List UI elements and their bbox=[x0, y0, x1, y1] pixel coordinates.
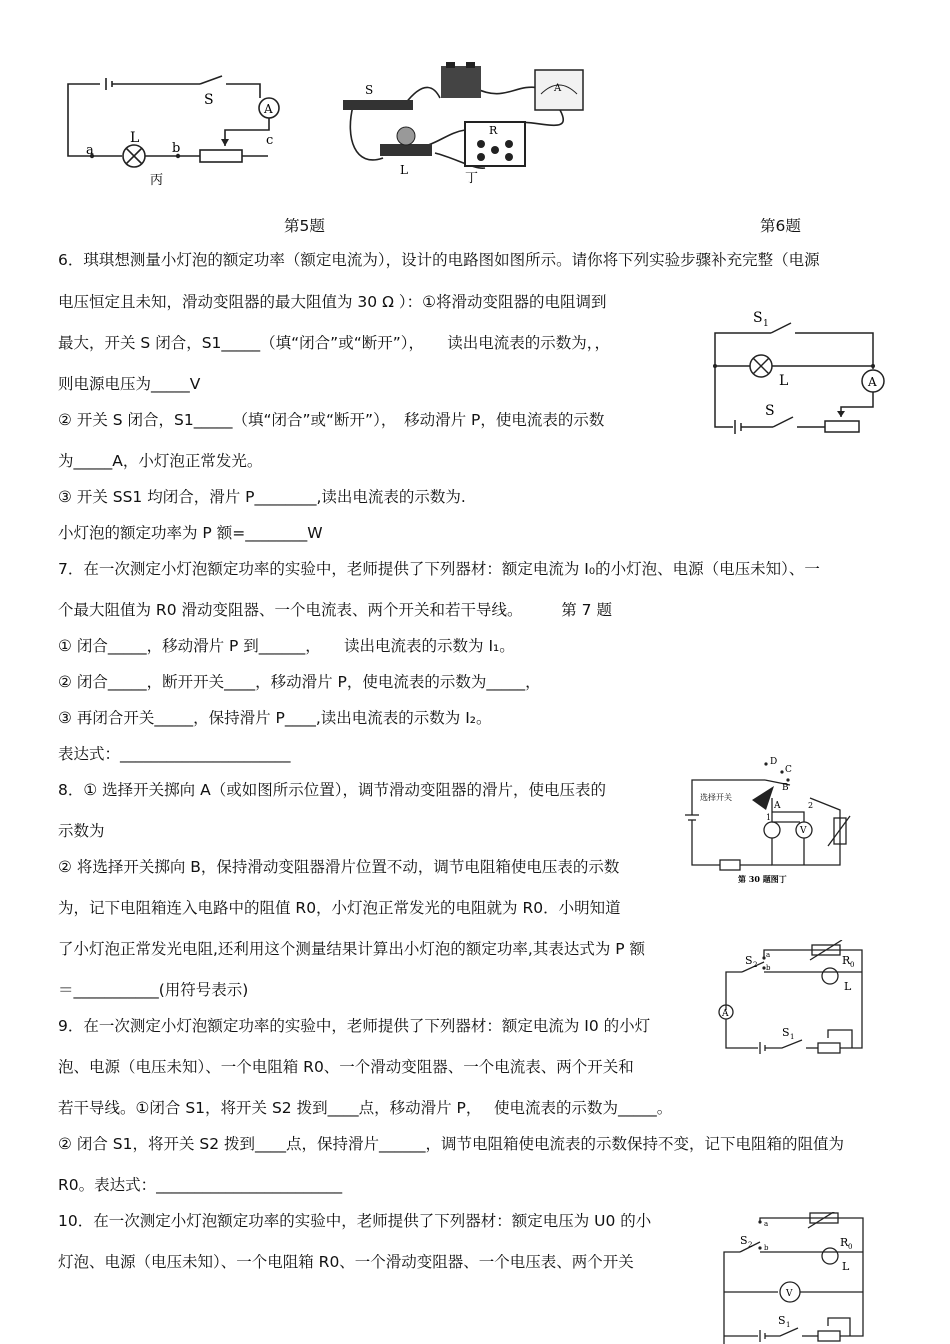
figq6-s1-sub: 1 bbox=[763, 319, 769, 329]
fig6-switch-label: S bbox=[365, 83, 374, 97]
q9-line-2: 泡、电源（电压未知）、一个电阻箱 R0、一个滑动变阻器、一个电流表、两个开关和 bbox=[58, 1058, 634, 1076]
fig5-point-a: a bbox=[86, 143, 94, 158]
figq9-s1-label: S bbox=[782, 1026, 790, 1039]
q10-line-1: 10．在一次测定小灯泡额定功率的实验中，老师提供了下列器材：额定电压为 U0 的小 bbox=[58, 1212, 652, 1230]
figq8-n1: 1 bbox=[766, 813, 772, 822]
figq8-n2: 2 bbox=[808, 801, 814, 810]
figq10-lamp-label: L bbox=[842, 1260, 850, 1273]
figq9-ammeter-label: A bbox=[722, 1009, 729, 1019]
q7-line-6: 表达式：______________________ bbox=[58, 745, 291, 763]
fig5-lamp-label: L bbox=[130, 130, 140, 146]
figq10-r0-sub: 0 bbox=[848, 1243, 853, 1251]
q7-line-3: ① 闭合_____，移动滑片 P 到______， 读出电流表的示数为 I₁。 bbox=[58, 637, 515, 655]
fig5-name: 丙 bbox=[150, 173, 164, 188]
figure-q9-circuit bbox=[712, 940, 880, 1060]
fig6-lamp-label: L bbox=[400, 163, 408, 177]
q6-line-2: 电压恒定且未知，滑动变阻器的最大阻值为 30 Ω ）：①将滑动变阻器的电阻调到 bbox=[58, 293, 607, 311]
q8-line-6: ＝___________(用符号表示) bbox=[58, 981, 249, 999]
figq8-caption: 第 30 题图丁 bbox=[738, 874, 787, 884]
figq6-ammeter-label: A bbox=[868, 375, 877, 389]
figure-q6-circuit bbox=[705, 303, 895, 438]
figq8-b-label: B bbox=[782, 783, 789, 793]
q6-line-4: 则电源电压为_____V bbox=[58, 375, 201, 393]
figure-q10-circuit bbox=[718, 1212, 878, 1344]
figure-5-circuit bbox=[60, 70, 300, 195]
q7-line-4: ② 闭合_____，断开开关____，移动滑片 P，使电流表的示数为_____， bbox=[58, 673, 541, 691]
q6-line-1: 6．琪琪想测量小灯泡的额定功率（额定电流为），设计的电路图如图所示。请你将下列实验步骤补充完整（电源 bbox=[58, 251, 820, 269]
fig5-point-b: b bbox=[172, 141, 181, 156]
figq10-r0-label: R bbox=[840, 1236, 849, 1249]
figq8-a-label: A bbox=[774, 801, 781, 811]
figq9-s2-sub: 2 bbox=[753, 961, 758, 969]
q7-line-2: 个最大阻值为 R0 滑动变阻器、一个电流表、两个开关和若干导线。 第 7 题 bbox=[58, 601, 612, 619]
figq9-a-label: a bbox=[766, 951, 771, 959]
q8-line-5: 了小灯泡正常发光电阻,还利用这个测量结果计算出小灯泡的额定功率,其表达式为 P 额 bbox=[58, 940, 646, 958]
figq9-s1-sub: 1 bbox=[790, 1033, 795, 1041]
figq9-r0-sub: 0 bbox=[850, 961, 855, 969]
figq8-c-label: C bbox=[785, 765, 792, 775]
figq10-s1-label: S bbox=[778, 1314, 786, 1327]
q7-line-1: 7．在一次测定小灯泡额定功率的实验中，老师提供了下列器材：额定电流为 I₀的小灯泡、电源（电压未知）、一 bbox=[58, 560, 820, 578]
q9-line-1: 9．在一次测定小灯泡额定功率的实验中，老师提供了下列器材：额定电流为 I0 的小灯 bbox=[58, 1017, 651, 1035]
fig6-ammeter-label: A bbox=[554, 83, 562, 94]
figq8-d-label: D bbox=[770, 757, 778, 767]
fig5-point-c: c bbox=[266, 133, 274, 148]
figq10-b-label: b bbox=[764, 1244, 769, 1252]
q6-line-6: 为_____A，小灯泡正常发光。 bbox=[58, 452, 263, 470]
fig5-switch-label: S bbox=[204, 92, 214, 108]
caption-q6: 第6题 bbox=[760, 217, 801, 235]
figq10-voltmeter-label: V bbox=[786, 1289, 793, 1299]
figure-q8-circuit bbox=[680, 750, 860, 885]
figq9-r0-label: R bbox=[842, 954, 851, 967]
q9-line-4: ② 闭合 S1，将开关 S2 拨到____点，保持滑片______，调节电阻箱使电流表的示数保持不变，记下电阻箱的阻值为 bbox=[58, 1135, 845, 1153]
q6-line-3: 最大，开关 S 闭合，S1_____（填“闭合”或“断开”）， 读出电流表的示数为，， bbox=[58, 334, 611, 352]
q8-line-1: 8．① 选择开关掷向 A（或如图所示位置），调节滑动变阻器的滑片，使电压表的 bbox=[58, 781, 606, 799]
q8-line-4: 为，记下电阻箱连入电路中的阻值 R0，小灯泡正常发光的电阻就为 R0．小明知道 bbox=[58, 899, 621, 917]
figq6-s1-label: S bbox=[753, 310, 763, 326]
q9-line-3: 若干导线。①闭合 S1，将开关 S2 拨到____点，移动滑片 P， 使电流表的示数为_____。 bbox=[58, 1099, 673, 1117]
q10-line-2: 灯泡、电源（电压未知）、一个电阻箱 R0、一个滑动变阻器、一个电压表、两个开关 bbox=[58, 1253, 634, 1271]
q7-line-5: ③ 再闭合开关_____，保持滑片 P____,读出电流表的示数为 I₂。 bbox=[58, 709, 492, 727]
figq9-s2-label: S bbox=[745, 954, 753, 967]
figq10-a-label: a bbox=[764, 1220, 769, 1228]
fig6-name: 丁 bbox=[465, 171, 479, 186]
q9-line-5: R0。表达式：________________________ bbox=[58, 1176, 343, 1194]
figq10-s2-sub: 2 bbox=[748, 1241, 753, 1249]
fig5-ammeter-label: A bbox=[264, 102, 273, 116]
q8-line-2: 示数为 bbox=[58, 822, 105, 840]
figq6-s-label: S bbox=[765, 403, 775, 419]
q6-line-8: 小灯泡的额定功率为 P 额=________W bbox=[58, 524, 323, 542]
q6-line-5: ② 开关 S 闭合，S1_____（填“闭合”或“断开”）， 移动滑片 P，使电流表的示数 bbox=[58, 411, 605, 429]
fig6-rheostat-label: R bbox=[489, 124, 498, 137]
figq6-lamp-label: L bbox=[779, 373, 789, 389]
figq10-s2-label: S bbox=[740, 1234, 748, 1247]
caption-q5: 第5题 bbox=[284, 217, 325, 235]
figq9-lamp-label: L bbox=[844, 980, 852, 993]
figq10-s1-sub: 1 bbox=[786, 1321, 791, 1329]
q6-line-7: ③ 开关 SS1 均闭合，滑片 P________,读出电流表的示数为. bbox=[58, 488, 466, 506]
figq8-voltmeter-label: V bbox=[800, 826, 807, 836]
figq8-selector-label: 选择开关 bbox=[700, 793, 732, 802]
figure-6-physical-circuit bbox=[335, 58, 625, 193]
q8-line-3: ② 将选择开关掷向 B，保持滑动变阻器滑片位置不动，调节电阻箱使电压表的示数 bbox=[58, 858, 620, 876]
figq9-b-label: b bbox=[766, 964, 771, 972]
